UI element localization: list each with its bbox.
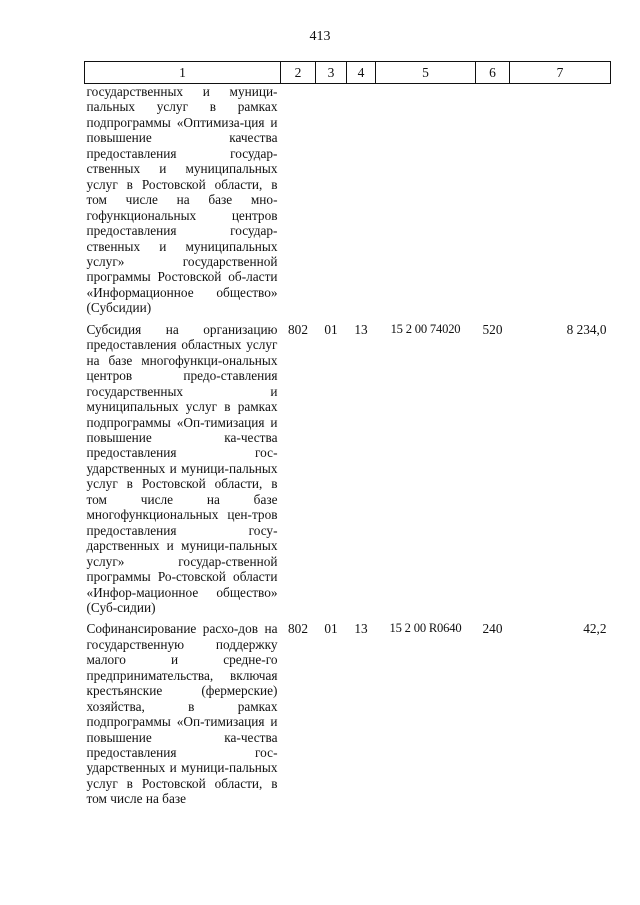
row-ministry-code xyxy=(281,84,316,316)
column-header-2: 2 xyxy=(281,62,316,84)
row-description: государственных и муници-пальных услуг в рамках подпрограммы «Оптимиза-ция и повышение качества предоставления государ-ственных и муниципальных услуг в Ростовской области, в том числе на базе мно-гофункциональных центров предоставления государ-ственных и муниципальных услуг» государственной программы Ростовской об-ласти «Информационное общество» (Субсидии) xyxy=(86,84,278,316)
table-row xyxy=(85,615,611,806)
row-amount: 8 234,0 xyxy=(566,321,607,337)
row-ministry-code: 802 xyxy=(288,621,308,637)
row-ministry-code: 802 xyxy=(288,321,308,337)
row-amount: 42,2 xyxy=(583,621,607,637)
column-header-7: 7 xyxy=(510,62,611,84)
row-amount xyxy=(510,84,611,316)
column-header-5: 5 xyxy=(376,62,476,84)
table-row xyxy=(85,84,611,316)
column-header-4: 4 xyxy=(347,62,376,84)
row-target-code xyxy=(376,84,476,316)
row-subsection: 13 xyxy=(354,321,368,337)
row-expense-type xyxy=(476,84,510,316)
column-header-3: 3 xyxy=(316,62,347,84)
row-target-code: 15 2 00 74020 xyxy=(390,321,461,336)
row-expense-type: 520 xyxy=(482,321,503,337)
row-section: 01 xyxy=(324,321,338,337)
column-header-1: 1 xyxy=(85,62,281,84)
row-section xyxy=(316,84,347,316)
row-target-code: 15 2 00 R0640 xyxy=(389,621,462,636)
page-number: 413 xyxy=(309,29,331,44)
row-description: Субсидия на организацию предоставления областных услуг на базе многофункци-ональных центров предо-ставления государственных и муниципальных услуг в рамках подпрограммы «Оп-тимизация и повышение ка-чества предоставления гос-ударственных и муници-пальных услуг в Ростовской области, в том числе на базе многофункциональных цен-тров предоставления госу-дарственных и муници-пальных услуг» государ-ственной программы Ро-стовской области «Инфор-мационное общество» (Суб-сидии) xyxy=(86,321,278,615)
row-section: 01 xyxy=(324,621,338,637)
header-row xyxy=(85,62,611,84)
row-subsection xyxy=(347,84,376,316)
row-description: Софинансирование расхо-дов на государственную поддержку малого и средне-го предпринимательства, включая крестьянские (фермерские) хозяйства, в рамках подпрограммы «Оп-тимизация и повышение ка-чества предоставления гос-ударственных и муници-пальных услуг в Ростовской области, в том числе на базе xyxy=(86,621,278,807)
table-row xyxy=(85,316,611,616)
row-subsection: 13 xyxy=(354,621,368,637)
column-header-6: 6 xyxy=(476,62,510,84)
budget-table xyxy=(84,61,611,807)
row-expense-type: 240 xyxy=(482,621,503,637)
